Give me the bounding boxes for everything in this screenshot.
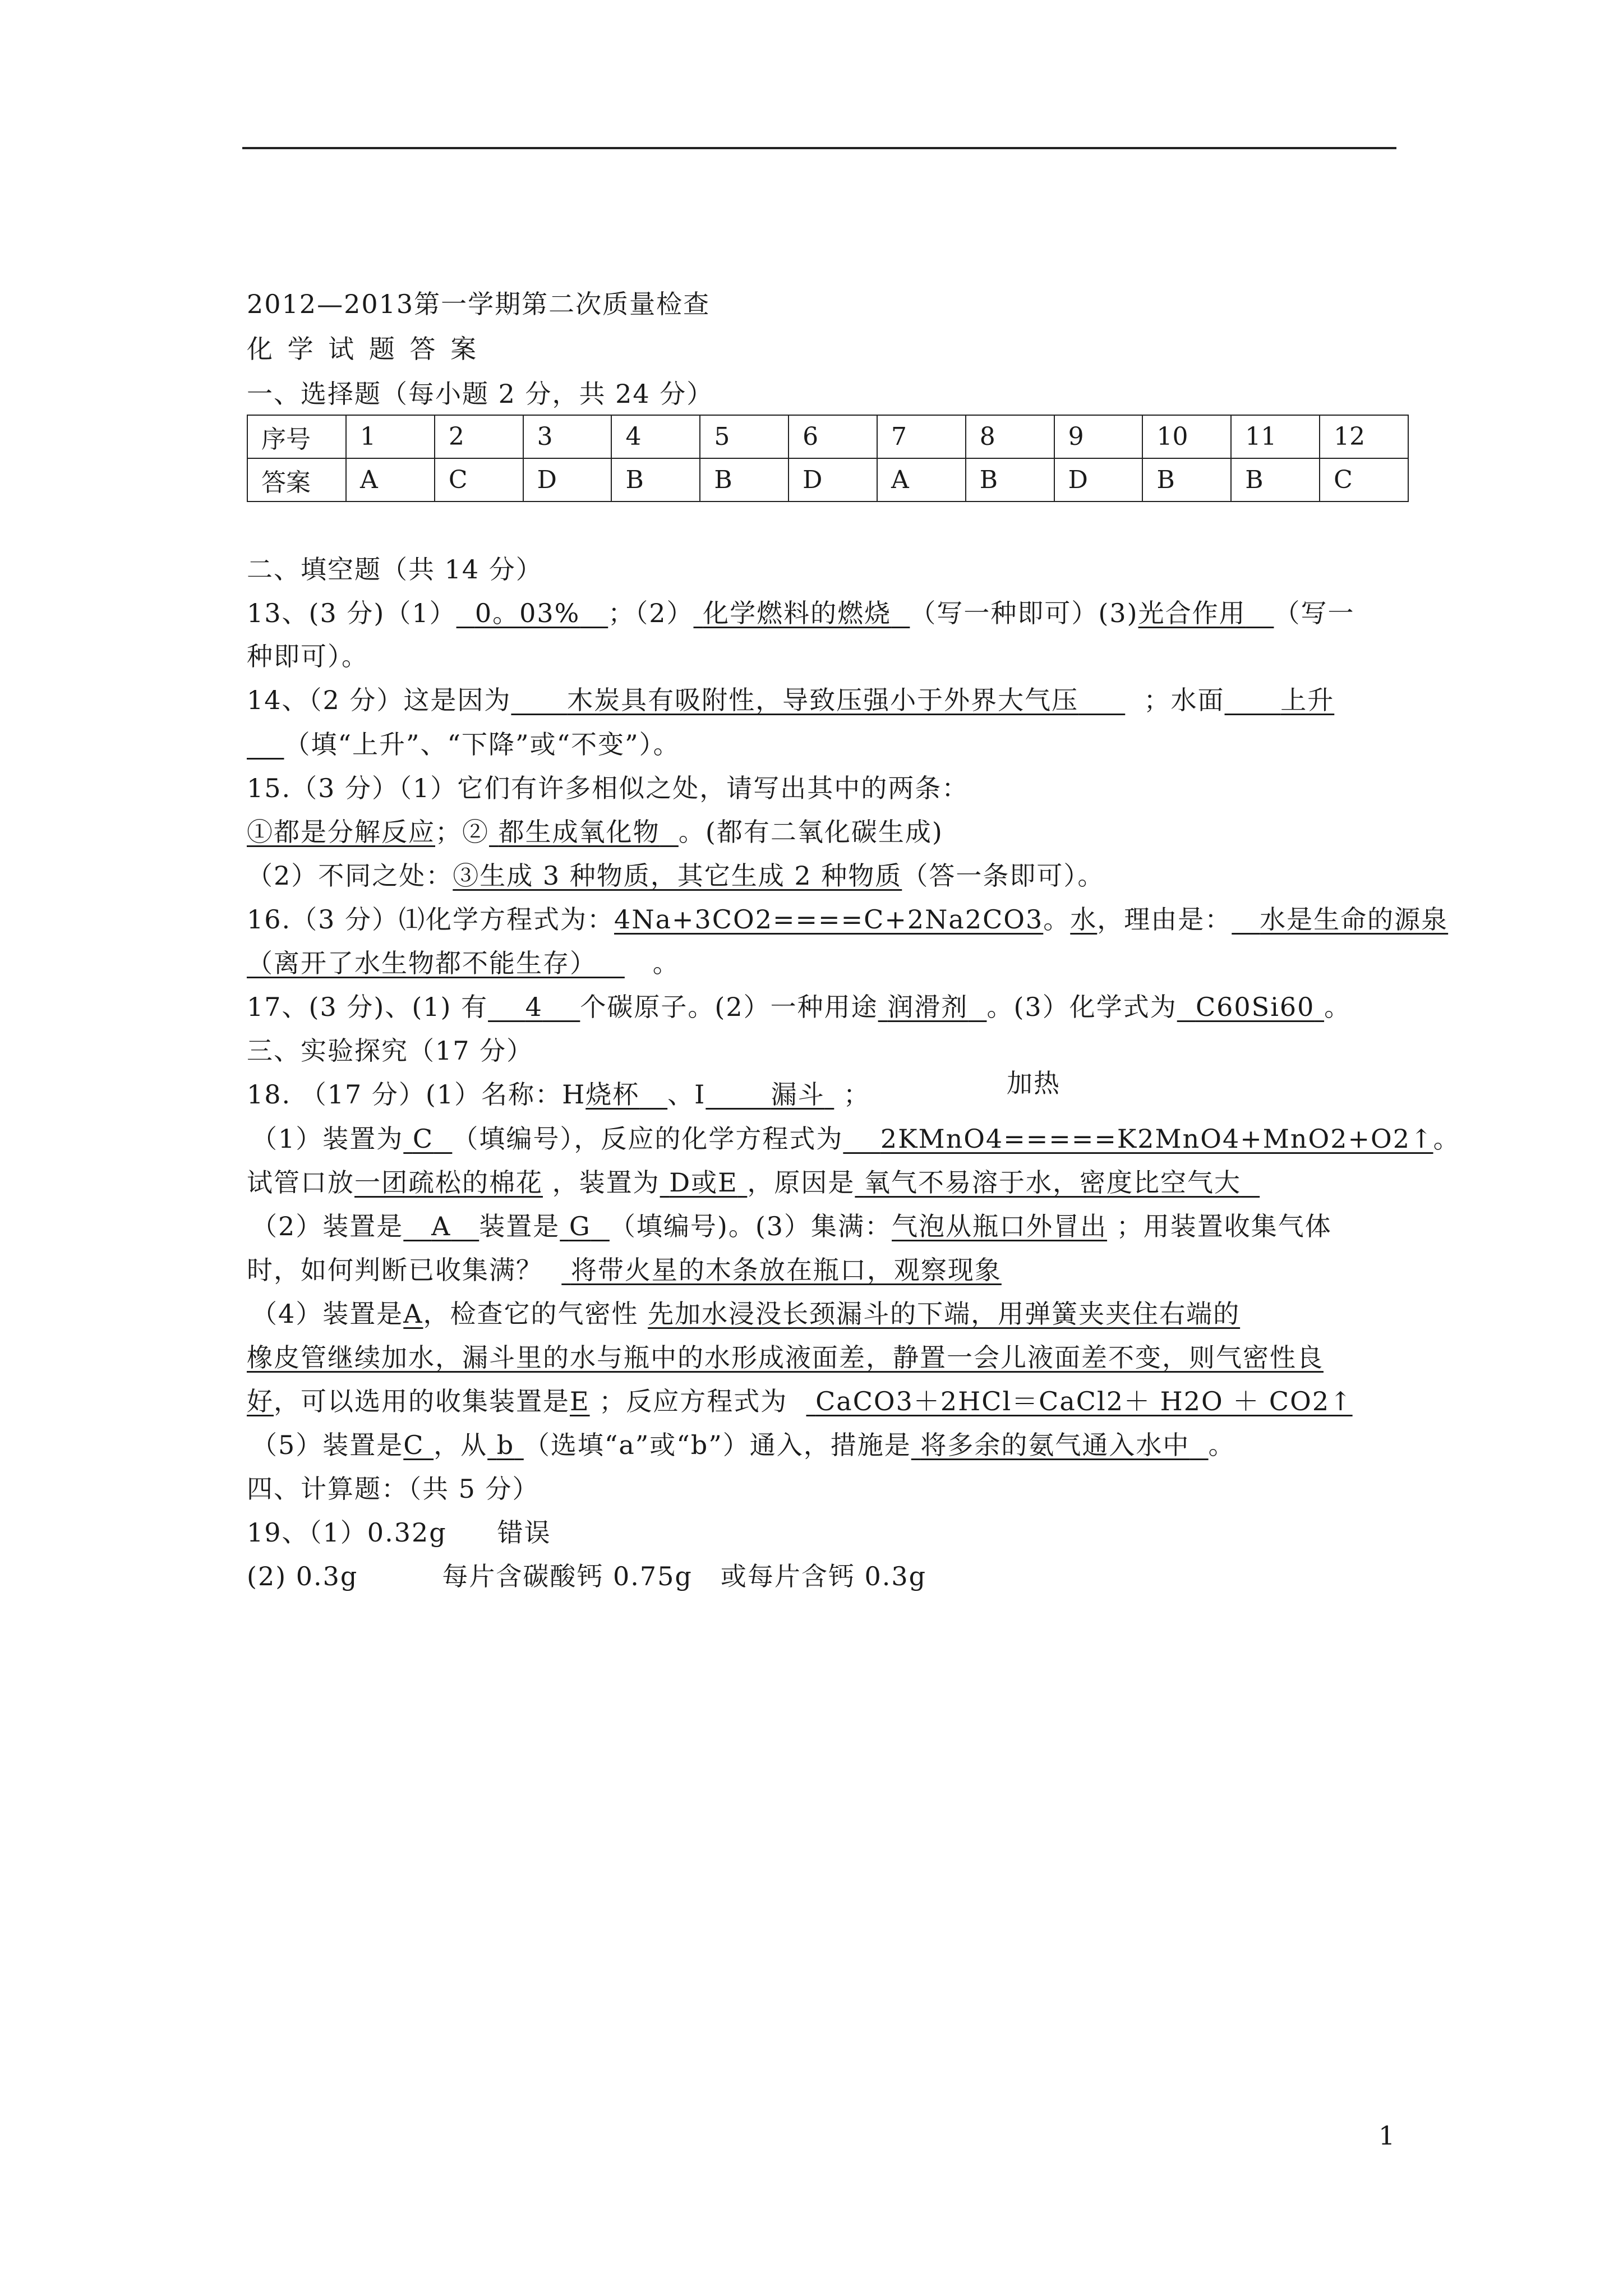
doc-title: 2012—2013第一学期第二次质量检查 xyxy=(247,289,711,319)
q16-answer-3: 水是生命的源泉 xyxy=(1260,904,1449,935)
q18-prompt: ； xyxy=(843,1079,870,1110)
q17-answer-1: 4 xyxy=(525,992,543,1022)
q19-answer: 或每片含钙 0.3g xyxy=(720,1561,927,1591)
q14-prompt: 14、（2 分）这是因为 xyxy=(247,685,511,715)
q18-line-4 xyxy=(251,1209,1332,1243)
q18-prompt: （填编号），反应的化学方程式为 xyxy=(452,1124,843,1154)
q18-line-5 xyxy=(247,1253,1002,1287)
table-cell: C xyxy=(1320,458,1408,501)
q18-prompt: ，原因是 xyxy=(747,1167,855,1198)
q15-prompt: 。(都有二氧化碳生成) xyxy=(678,817,943,847)
q18-prompt: ；用装置收集气体 xyxy=(1116,1211,1332,1241)
q18-prompt: 时，如何判断已收集满？ xyxy=(247,1255,543,1285)
q15-prompt: （答一条即可）。 xyxy=(902,861,1105,891)
q14-line-2 xyxy=(247,728,680,761)
q18-prompt: ；反应方程式为 xyxy=(599,1386,788,1416)
q18-prompt: 18. （17 分）(1）名称：H xyxy=(247,1079,586,1110)
q14-line-1 xyxy=(247,683,1334,717)
q18-prompt: ，可以选用的收集装置是 xyxy=(274,1386,570,1416)
q19-line-2 xyxy=(247,1559,926,1593)
q18-line-1 xyxy=(247,1078,870,1111)
q18-answer-i: 漏斗 xyxy=(771,1079,825,1110)
q18-prompt: 。 xyxy=(1433,1124,1460,1154)
q15-prompt: （2）不同之处： xyxy=(247,861,453,891)
q19-line-1 xyxy=(247,1516,551,1549)
q13-answer-3: 光合作用 xyxy=(1138,598,1246,628)
q18-answer: A xyxy=(403,1299,423,1329)
q18-answer: C xyxy=(412,1124,434,1154)
q18-prompt: 试管口放 xyxy=(247,1167,354,1198)
q18-prompt: 。 xyxy=(1208,1430,1235,1460)
table-cell: C xyxy=(435,458,523,501)
table-cell: D xyxy=(789,458,877,501)
q18-line-7 xyxy=(247,1341,1324,1374)
q15-line-2 xyxy=(247,815,943,849)
q18-answer: b xyxy=(496,1430,515,1460)
table-cell: B xyxy=(611,458,700,501)
q13-answer-1: 0。03% xyxy=(474,598,580,628)
table-cell: 3 xyxy=(523,415,612,458)
q18-answer: D或E xyxy=(669,1167,738,1198)
q18-prompt: ，检查它的气密性 xyxy=(423,1299,639,1329)
q19-answer: 19、（1）0.32g xyxy=(247,1517,447,1548)
q18-line-6 xyxy=(251,1297,1240,1331)
q18-answer: G xyxy=(569,1211,591,1241)
table-cell: 11 xyxy=(1231,415,1320,458)
table-cell: 5 xyxy=(700,415,789,458)
table-cell: D xyxy=(523,458,612,501)
q18-prompt: （2）装置是 xyxy=(251,1211,404,1241)
q16-answer-4: （离开了水生物都不能生存） xyxy=(247,948,597,978)
q14-answer-2: 上升 xyxy=(1280,685,1335,715)
table-cell: 4 xyxy=(611,415,700,458)
q17-prompt: 17、(3 分)、(1) 有 xyxy=(247,992,488,1022)
q18-answer: 氧气不易溶于水，密度比空气大 xyxy=(864,1167,1241,1198)
table-cell: A xyxy=(346,458,435,501)
q18-prompt: （1）装置为 xyxy=(251,1124,404,1154)
table-cell: B xyxy=(966,458,1054,501)
q18-answer: 气泡从瓶口外冒出 xyxy=(892,1211,1108,1241)
q18-line-2 xyxy=(251,1122,1460,1156)
q16-line-1 xyxy=(247,903,1448,936)
table-cell: D xyxy=(1054,458,1143,501)
q15-answer-1: ①都是分解反应 xyxy=(247,817,435,847)
q16-prompt: 。 xyxy=(1043,904,1071,935)
q19-answer: 错误 xyxy=(497,1517,551,1548)
q13-line-1 xyxy=(247,596,1354,630)
q17-answer-2: 润滑剂 xyxy=(887,992,969,1022)
q18-prompt: ，装置为 xyxy=(552,1167,660,1198)
q13-line-2: 种即可）。 xyxy=(247,641,368,671)
table-cell: 7 xyxy=(877,415,966,458)
q17-answer-3: C60Si60 xyxy=(1195,992,1315,1022)
table-cell: A xyxy=(877,458,966,501)
q15-answer-3: ③生成 3 种物质，其它生成 2 种物质 xyxy=(453,861,902,891)
q18-answer-equation: 2KMnO4=====K2MnO4+MnO2+O2↑ xyxy=(880,1124,1433,1154)
q19-answer: 每片含碳酸钙 0.75g xyxy=(442,1561,693,1591)
q18-line-9 xyxy=(251,1428,1235,1462)
table-cell: 8 xyxy=(966,415,1054,458)
table-cell: 9 xyxy=(1054,415,1143,458)
q18-answer: 好 xyxy=(247,1386,274,1416)
row-label-number: 序号 xyxy=(247,415,346,458)
table-cell: 12 xyxy=(1320,415,1408,458)
q16-prompt: ，理由是： xyxy=(1097,904,1232,935)
table-cell: B xyxy=(1142,458,1231,501)
header-rule xyxy=(242,147,1396,149)
q18-line-8 xyxy=(247,1384,1353,1418)
q18-answer: 将多余的氨气通入水中 xyxy=(920,1430,1190,1460)
row-label-answer: 答案 xyxy=(247,458,346,501)
q15-prompt: ；② xyxy=(435,817,489,847)
q18-answer: A xyxy=(431,1211,451,1241)
q13-prompt: 13、(3 分)（1） xyxy=(247,598,457,628)
q16-line-2 xyxy=(247,946,680,980)
q18-answer: 一团疏松的棉花 xyxy=(354,1167,543,1198)
q16-answer-2: 水 xyxy=(1070,904,1098,935)
q18-answer: 先加水浸没长颈漏斗的下端，用弹簧夹夹住右端的 xyxy=(648,1299,1241,1329)
q19-answer: (2) 0.3g xyxy=(247,1561,358,1591)
q16-prompt: 16.（3 分）⑴化学方程式为： xyxy=(247,904,615,935)
q13-answer-2: 化学燃料的燃烧 xyxy=(703,598,892,628)
table-cell: B xyxy=(700,458,789,501)
table-cell: 10 xyxy=(1142,415,1231,458)
answer-table xyxy=(247,415,1409,502)
q14-prompt: （填“上升”、“下降”或“不变”）。 xyxy=(284,729,680,760)
table-row-numbers xyxy=(247,415,1408,458)
table-row-answers xyxy=(247,458,1408,501)
q18-prompt: 装置是 xyxy=(479,1211,560,1241)
doc-subtitle: 化 学 试 题 答 案 xyxy=(247,334,480,364)
q18-answer: 橡皮管继续加水，漏斗里的水与瓶中的水形成液面差，静置一会儿液面差不变，则气密性良 xyxy=(247,1342,1324,1373)
q18-answer: E xyxy=(570,1386,590,1416)
q13-prompt: （写一 xyxy=(1274,598,1355,628)
q17-line xyxy=(247,990,1351,1024)
q14-answer-1: 木炭具有吸附性，导致压强小于外界大气压 xyxy=(567,685,1079,715)
q18-prompt: （选填“a”或“b”）通入，措施是 xyxy=(523,1430,911,1460)
q18-prompt: 、I xyxy=(667,1079,706,1110)
q15-line-3 xyxy=(247,859,1104,892)
table-cell: B xyxy=(1231,458,1320,501)
section-2-heading: 二、填空题（共 14 分） xyxy=(247,554,543,585)
section-1-heading: 一、选择题（每小题 2 分，共 24 分） xyxy=(247,379,714,409)
q17-prompt: 。 xyxy=(1324,992,1352,1022)
q18-answer: C xyxy=(403,1430,425,1460)
q17-prompt: 个碳原子。(2）一种用途 xyxy=(580,992,878,1022)
q15-line-1: 15.（3 分）（1）它们有许多相似之处，请写出其中的两条： xyxy=(247,773,969,803)
q18-answer-equation: CaCO3＋2HCl＝CaCl2＋ H2O ＋ CO2↑ xyxy=(815,1386,1353,1416)
section-4-heading: 四、计算题：（共 5 分） xyxy=(247,1474,540,1504)
q16-prompt: 。 xyxy=(652,948,680,978)
q13-prompt: （写一种即可）(3) xyxy=(910,598,1138,628)
heating-condition-label: 加热 xyxy=(1007,1068,1061,1098)
page-number: 1 xyxy=(1378,2120,1395,2151)
table-cell: 6 xyxy=(789,415,877,458)
q18-line-3 xyxy=(247,1166,1260,1199)
q18-answer: 将带火星的木条放在瓶口，观察现象 xyxy=(570,1255,1002,1285)
q18-prompt: ，从 xyxy=(434,1430,488,1460)
q14-prompt: ；水面 xyxy=(1144,685,1225,715)
q14-answer-blank xyxy=(247,729,284,760)
table-cell: 1 xyxy=(346,415,435,458)
q18-prompt: （4）装置是 xyxy=(251,1299,404,1329)
q17-prompt: 。(3）化学式为 xyxy=(986,992,1177,1022)
q18-answer-h: 烧杯 xyxy=(585,1079,640,1110)
section-3-heading: 三、实验探究（17 分） xyxy=(247,1036,534,1066)
q18-prompt: （5）装置是 xyxy=(251,1430,404,1460)
table-cell: 2 xyxy=(435,415,523,458)
q18-prompt: （填编号)。(3）集满： xyxy=(609,1211,892,1241)
q16-answer-1: 4Na+3CO2====C+2Na2CO3 xyxy=(614,904,1044,935)
q13-prompt: ；（2） xyxy=(608,598,694,628)
q15-answer-2: 都生成氧化物 xyxy=(498,817,660,847)
